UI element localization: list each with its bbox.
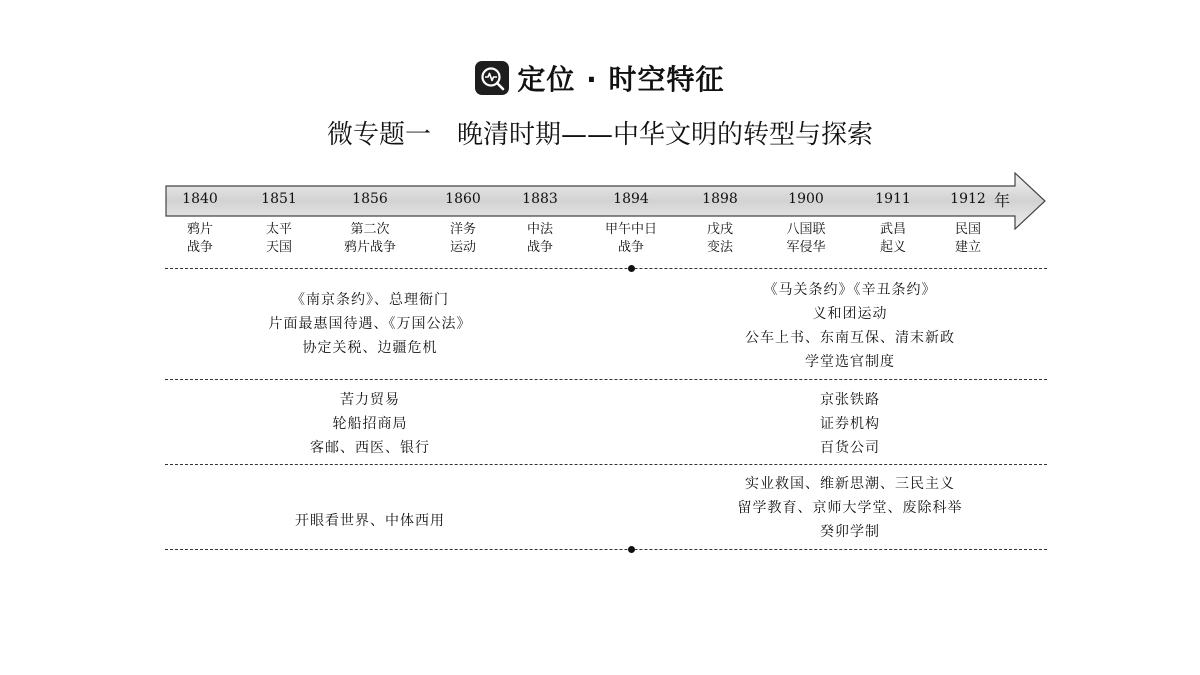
text-line: 协定关税、边疆危机 — [302, 340, 438, 356]
timeline-event — [325, 221, 415, 257]
text-line: 《马关条约》《辛丑条约》 — [763, 282, 937, 298]
divider-dashed — [165, 464, 1047, 465]
text-line: 片面最惠国待遇、《万国公法》 — [268, 316, 472, 332]
timeline-year: 1894 — [613, 191, 649, 207]
timeline-year: 1911 — [875, 191, 911, 207]
timeline-event — [234, 221, 324, 257]
event-line: 武昌 — [879, 222, 906, 237]
timeline-event — [923, 221, 1013, 257]
text-line: 轮船招商局 — [332, 416, 408, 432]
event-line: 战争 — [617, 240, 644, 255]
event-line: 建立 — [954, 240, 981, 255]
timeline-event — [155, 221, 245, 257]
divider-dot — [628, 265, 635, 272]
timeline-year: 1856 — [352, 191, 388, 207]
timeline-event — [586, 221, 676, 257]
event-line: 戊戌 — [706, 222, 733, 237]
section-title: 定位 · 时空特征 — [517, 63, 725, 96]
timeline-event — [761, 221, 851, 257]
event-line: 民国 — [954, 222, 981, 237]
event-line: 运动 — [449, 240, 476, 255]
text-line: 证券机构 — [820, 416, 880, 432]
text-line: 京张铁路 — [820, 392, 880, 408]
timeline-year: 1840 — [182, 191, 218, 207]
timeline-year: 1851 — [261, 191, 297, 207]
timeline-year: 1900 — [788, 191, 824, 207]
text-line: 义和团运动 — [812, 306, 888, 322]
timeline-year: 1912 — [950, 191, 986, 207]
text-line: 学堂选官制度 — [805, 354, 895, 370]
event-line: 鸦片 — [186, 222, 213, 237]
event-line: 第二次 — [350, 222, 390, 237]
page-subtitle: 微专题一 晚清时期——中华文明的转型与探索 — [326, 120, 873, 150]
thought-right-block — [690, 472, 1010, 544]
magnifier-pulse-icon — [475, 61, 509, 95]
event-line: 战争 — [186, 240, 213, 255]
event-line: 中法 — [526, 222, 553, 237]
economy-left-block — [210, 388, 530, 460]
timeline-event — [495, 221, 585, 257]
timeline-event — [675, 221, 765, 257]
divider-dot — [628, 546, 635, 553]
economy-right-block — [690, 388, 1010, 460]
timeline-year: 1898 — [702, 191, 738, 207]
text-line: 实业救国、维新思潮、三民主义 — [745, 476, 955, 492]
text-line: 百货公司 — [820, 440, 880, 456]
divider-dashed — [165, 379, 1047, 380]
thought-left-block — [210, 509, 530, 533]
event-line: 八国联 — [786, 222, 826, 237]
timeline-unit: 年 — [994, 191, 1011, 210]
event-line: 战争 — [526, 240, 553, 255]
politics-left-block — [210, 288, 530, 360]
event-line: 太平 — [265, 222, 292, 237]
politics-right-block — [690, 278, 1010, 374]
event-line: 变法 — [706, 240, 733, 255]
timeline-year: 1883 — [522, 191, 558, 207]
section-header — [0, 58, 1200, 98]
text-line: 癸卯学制 — [820, 524, 880, 540]
event-line: 洋务 — [449, 222, 476, 237]
text-line: 客邮、西医、银行 — [310, 440, 430, 456]
text-line: 苦力贸易 — [340, 392, 400, 408]
event-line: 甲午中日 — [604, 222, 657, 237]
text-line: 《南京条约》、总理衙门 — [291, 292, 449, 308]
text-line: 开眼看世界、中体西用 — [295, 513, 445, 529]
timeline-year: 1860 — [445, 191, 481, 207]
divider-dashed — [165, 268, 1047, 269]
event-line: 鸦片战争 — [343, 240, 396, 255]
text-line: 留学教育、京师大学堂、废除科举 — [737, 500, 963, 516]
event-line: 起义 — [879, 240, 906, 255]
text-line: 公车上书、东南互保、清末新政 — [745, 330, 955, 346]
divider-dashed — [165, 549, 1047, 550]
event-line: 天国 — [265, 240, 292, 255]
event-line: 军侵华 — [786, 240, 826, 255]
